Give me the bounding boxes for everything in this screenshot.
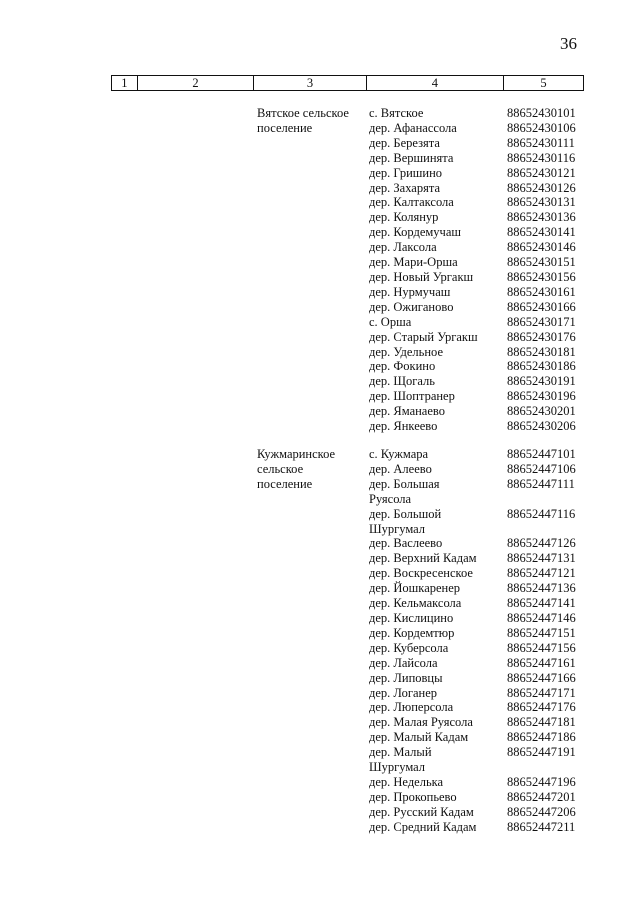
oktmo-code: 88652447136 bbox=[507, 581, 576, 596]
locality-name bbox=[369, 641, 507, 656]
table-row bbox=[369, 255, 597, 270]
locality-name-line: дер. Воскресенское bbox=[369, 566, 473, 581]
locality-name bbox=[369, 345, 507, 360]
table-row bbox=[369, 404, 597, 419]
oktmo-code: 88652447156 bbox=[507, 640, 576, 655]
oktmo-code: 88652447211 bbox=[507, 819, 576, 834]
locality-name-line: дер. Прокопьево bbox=[369, 789, 457, 804]
locality-name bbox=[369, 270, 507, 285]
locality-name-line: дер. Большой bbox=[369, 506, 442, 521]
locality-name-line: дер. Средний Кадам bbox=[369, 819, 477, 834]
oktmo-code: 88652447191 bbox=[507, 745, 576, 760]
locality-name bbox=[369, 700, 507, 715]
locality-list bbox=[369, 447, 597, 835]
oktmo-code: 88652430206 bbox=[507, 419, 576, 434]
locality-name bbox=[369, 136, 507, 151]
locality-name bbox=[369, 596, 507, 611]
table-row bbox=[369, 300, 597, 315]
table-row bbox=[369, 477, 597, 507]
locality-name bbox=[369, 225, 507, 240]
locality-name-line: Шургумал bbox=[369, 521, 426, 536]
locality-name-line: дер. Неделька bbox=[369, 774, 444, 789]
settlement-name bbox=[257, 447, 362, 492]
locality-name-line: дер. Захарята bbox=[369, 180, 441, 195]
locality-name-line: дер. Куберсола bbox=[369, 640, 449, 655]
table-row bbox=[369, 671, 597, 686]
oktmo-code: 88652447206 bbox=[507, 804, 576, 819]
table-row bbox=[369, 507, 597, 537]
table-row bbox=[369, 611, 597, 626]
locality-name bbox=[369, 315, 507, 330]
locality-name-line: дер. Яманаево bbox=[369, 404, 445, 419]
table-row bbox=[369, 462, 597, 477]
oktmo-code: 88652430181 bbox=[507, 344, 576, 359]
table-row bbox=[369, 581, 597, 596]
oktmo-code: 88652447121 bbox=[507, 566, 576, 581]
locality-name bbox=[369, 775, 507, 790]
table-row bbox=[369, 330, 597, 345]
locality-name bbox=[369, 404, 507, 419]
locality-name-line: дер. Русский Кадам bbox=[369, 804, 474, 819]
oktmo-code: 88652430116 bbox=[507, 150, 576, 165]
locality-name bbox=[369, 195, 507, 210]
locality-name bbox=[369, 389, 507, 404]
oktmo-code: 88652447116 bbox=[507, 506, 576, 521]
column-header-table bbox=[111, 75, 584, 91]
table-row bbox=[369, 210, 597, 225]
locality-name bbox=[369, 626, 507, 641]
oktmo-code: 88652430191 bbox=[507, 374, 576, 389]
oktmo-code: 88652430121 bbox=[507, 165, 576, 180]
settlement-line: поселение bbox=[257, 477, 313, 491]
locality-name bbox=[369, 330, 507, 345]
locality-name-line: дер. Янкеево bbox=[369, 419, 438, 434]
oktmo-code: 88652430131 bbox=[507, 195, 576, 210]
locality-name-line: дер. Йошкаренер bbox=[369, 581, 461, 596]
oktmo-code: 88652447176 bbox=[507, 700, 576, 715]
table-row bbox=[369, 270, 597, 285]
locality-name-line: с. Вятское bbox=[369, 106, 424, 120]
oktmo-code: 88652430101 bbox=[507, 106, 576, 120]
locality-name-line: дер. Малый Кадам bbox=[369, 730, 469, 745]
table-row bbox=[369, 790, 597, 805]
locality-name-line: дер. Малая Руясола bbox=[369, 715, 473, 730]
locality-name-line: дер. Кордемтюр bbox=[369, 625, 455, 640]
column-header-2: 2 bbox=[137, 76, 253, 91]
locality-name bbox=[369, 300, 507, 315]
locality-name-line: дер. Гришино bbox=[369, 165, 443, 180]
locality-name bbox=[369, 686, 507, 701]
oktmo-code: 88652430151 bbox=[507, 255, 576, 270]
locality-name-line: дер. Старый Ургакш bbox=[369, 329, 478, 344]
oktmo-code: 88652430161 bbox=[507, 284, 576, 299]
table-row bbox=[369, 315, 597, 330]
table-row bbox=[369, 389, 597, 404]
table-row bbox=[369, 374, 597, 389]
locality-name bbox=[369, 745, 507, 775]
locality-name bbox=[369, 477, 507, 507]
settlement-line: сельское bbox=[257, 462, 304, 476]
locality-name-line: дер. Нурмучаш bbox=[369, 284, 451, 299]
column-header-3: 3 bbox=[254, 76, 367, 91]
oktmo-code: 88652430126 bbox=[507, 180, 576, 195]
locality-name bbox=[369, 790, 507, 805]
oktmo-code: 88652447196 bbox=[507, 774, 576, 789]
table-row bbox=[369, 566, 597, 581]
locality-name-line: дер. Лаксола bbox=[369, 240, 437, 255]
oktmo-code: 88652447101 bbox=[507, 447, 576, 461]
oktmo-code: 88652447161 bbox=[507, 655, 576, 670]
locality-name-line: с. Орша bbox=[369, 314, 412, 329]
oktmo-code: 88652447201 bbox=[507, 789, 576, 804]
locality-name-line: Шургумал bbox=[369, 760, 426, 775]
locality-name-line: дер. Афанассола bbox=[369, 120, 457, 135]
locality-name-line: дер. Вершинята bbox=[369, 150, 454, 165]
table-row bbox=[369, 136, 597, 151]
locality-name bbox=[369, 447, 507, 462]
locality-name-line: дер. Верхний Кадам bbox=[369, 551, 477, 566]
column-header-4: 4 bbox=[366, 76, 503, 91]
oktmo-code: 88652447111 bbox=[507, 476, 575, 491]
locality-name-line: дер. Удельное bbox=[369, 344, 443, 359]
locality-name-line: дер. Березята bbox=[369, 135, 440, 150]
locality-name-line: дер. Колянур bbox=[369, 210, 439, 225]
table-row bbox=[369, 166, 597, 181]
settlement-name bbox=[257, 106, 362, 136]
table-row bbox=[369, 626, 597, 641]
table-row bbox=[369, 805, 597, 820]
locality-name bbox=[369, 611, 507, 626]
oktmo-code: 88652430201 bbox=[507, 404, 576, 419]
locality-name bbox=[369, 462, 507, 477]
oktmo-code: 88652430186 bbox=[507, 359, 576, 374]
locality-name bbox=[369, 106, 507, 121]
oktmo-code: 88652447146 bbox=[507, 610, 576, 625]
locality-name-line: дер. Ожиганово bbox=[369, 299, 454, 314]
locality-name-line: дер. Шоптранер bbox=[369, 389, 455, 404]
locality-name-line: дер. Васлеево bbox=[369, 536, 443, 551]
table-row bbox=[369, 121, 597, 136]
locality-name bbox=[369, 671, 507, 686]
locality-name-line: дер. Щогаль bbox=[369, 374, 435, 389]
locality-name bbox=[369, 240, 507, 255]
table-row bbox=[369, 195, 597, 210]
oktmo-code: 88652430196 bbox=[507, 389, 576, 404]
table-row bbox=[369, 656, 597, 671]
table-row bbox=[369, 686, 597, 701]
oktmo-code: 88652447171 bbox=[507, 685, 576, 700]
locality-name-line: дер. Лайсола bbox=[369, 655, 438, 670]
locality-name bbox=[369, 374, 507, 389]
locality-name-line: дер. Малый bbox=[369, 745, 432, 760]
table-row bbox=[369, 745, 597, 775]
oktmo-code: 88652430176 bbox=[507, 329, 576, 344]
oktmo-code: 88652430141 bbox=[507, 225, 576, 240]
oktmo-code: 88652447141 bbox=[507, 596, 576, 611]
locality-name bbox=[369, 536, 507, 551]
locality-name-line: дер. Калтаксола bbox=[369, 195, 454, 210]
table-row bbox=[369, 419, 597, 434]
oktmo-code: 88652447181 bbox=[507, 715, 576, 730]
oktmo-code: 88652447166 bbox=[507, 670, 576, 685]
page-number: 36 bbox=[560, 34, 577, 53]
table-row bbox=[369, 551, 597, 566]
oktmo-code: 88652430111 bbox=[507, 135, 575, 150]
locality-name bbox=[369, 805, 507, 820]
locality-name bbox=[369, 820, 507, 835]
locality-name-line: дер. Логанер bbox=[369, 685, 437, 700]
locality-name-line: дер. Большая bbox=[369, 476, 440, 491]
locality-name bbox=[369, 715, 507, 730]
oktmo-code: 88652430156 bbox=[507, 269, 576, 284]
locality-name bbox=[369, 285, 507, 300]
locality-name-line: дер. Липовцы bbox=[369, 670, 443, 685]
oktmo-code: 88652447106 bbox=[507, 461, 576, 476]
oktmo-code: 88652447151 bbox=[507, 625, 576, 640]
column-header-5: 5 bbox=[503, 76, 583, 91]
table-row bbox=[369, 106, 597, 121]
oktmo-code: 88652430136 bbox=[507, 210, 576, 225]
locality-name bbox=[369, 210, 507, 225]
locality-name-line: дер. Новый Ургакш bbox=[369, 269, 474, 284]
locality-name bbox=[369, 581, 507, 596]
locality-name bbox=[369, 359, 507, 374]
locality-name-line: дер. Мари-Орша bbox=[369, 255, 458, 270]
locality-name-line: с. Кужмара bbox=[369, 447, 429, 461]
oktmo-code: 88652447126 bbox=[507, 536, 576, 551]
locality-name-line: Руясола bbox=[369, 491, 412, 506]
settlement-line: Вятское сельское bbox=[257, 106, 349, 120]
oktmo-code: 88652447186 bbox=[507, 730, 576, 745]
locality-name bbox=[369, 551, 507, 566]
locality-name bbox=[369, 566, 507, 581]
locality-name bbox=[369, 255, 507, 270]
oktmo-code: 88652430171 bbox=[507, 314, 576, 329]
table-row bbox=[369, 596, 597, 611]
locality-name bbox=[369, 507, 507, 537]
column-header-1: 1 bbox=[112, 76, 138, 91]
locality-name-line: дер. Кельмаксола bbox=[369, 596, 462, 611]
locality-name bbox=[369, 181, 507, 196]
locality-name bbox=[369, 166, 507, 181]
table-row bbox=[369, 700, 597, 715]
table-row bbox=[369, 240, 597, 255]
table-row bbox=[369, 225, 597, 240]
table-row bbox=[369, 359, 597, 374]
table-row bbox=[369, 536, 597, 551]
locality-name-line: дер. Кислицино bbox=[369, 610, 454, 625]
locality-name bbox=[369, 151, 507, 166]
settlement-line: поселение bbox=[257, 121, 313, 135]
locality-name bbox=[369, 419, 507, 434]
oktmo-code: 88652430146 bbox=[507, 240, 576, 255]
locality-name-line: дер. Кордемучаш bbox=[369, 225, 461, 240]
table-row bbox=[369, 181, 597, 196]
oktmo-code: 88652447131 bbox=[507, 551, 576, 566]
table-row bbox=[369, 285, 597, 300]
oktmo-code: 88652430106 bbox=[507, 120, 576, 135]
locality-name bbox=[369, 656, 507, 671]
table-row bbox=[369, 715, 597, 730]
table-row bbox=[369, 345, 597, 360]
locality-list bbox=[369, 106, 597, 434]
table-row bbox=[369, 775, 597, 790]
oktmo-code: 88652430166 bbox=[507, 299, 576, 314]
table-row bbox=[369, 730, 597, 745]
locality-name bbox=[369, 730, 507, 745]
locality-name-line: дер. Алеево bbox=[369, 461, 432, 476]
locality-name-line: дер. Люперсола bbox=[369, 700, 454, 715]
settlement-line: Кужмаринское bbox=[257, 447, 336, 461]
table-row bbox=[369, 820, 597, 835]
locality-name-line: дер. Фокино bbox=[369, 359, 436, 374]
table-row bbox=[369, 447, 597, 462]
locality-name bbox=[369, 121, 507, 136]
table-row bbox=[369, 151, 597, 166]
table-row bbox=[369, 641, 597, 656]
